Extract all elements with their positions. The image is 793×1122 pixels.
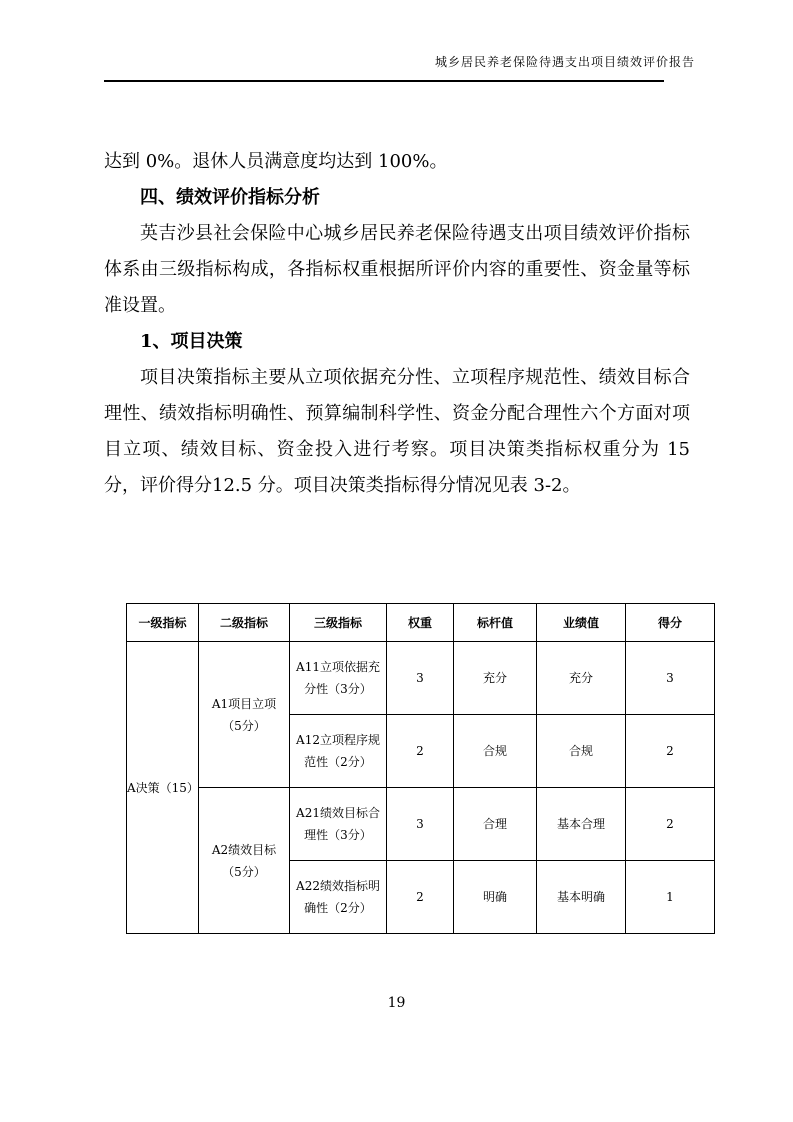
score-cell: 3 [626, 642, 715, 715]
weight-cell: 2 [387, 715, 454, 788]
score-cell: 2 [626, 788, 715, 861]
level2-cell: A2绩效目标（5分） [199, 788, 290, 934]
header-cell-benchmark: 标杆值 [454, 604, 537, 642]
header-cell-performance: 业绩值 [537, 604, 626, 642]
score-cell: 2 [626, 715, 715, 788]
performance-cell: 基本明确 [537, 861, 626, 934]
header-cell-level3: 三级指标 [290, 604, 387, 642]
weight-cell: 2 [387, 861, 454, 934]
section-4-paragraph: 英吉沙县社会保险中心城乡居民养老保险待遇支出项目绩效评价指标体系由三级指标构成，各指标权重根据所评价内容的重要性、资金量等标准设置。 [104, 223, 690, 316]
body-text [104, 144, 690, 504]
level3-cell: A21绩效目标合理性（3分） [290, 788, 387, 861]
table-row [127, 642, 715, 715]
header-rule [104, 80, 664, 82]
section-heading-4: 四、绩效评价指标分析 [140, 187, 320, 208]
header-cell-level1: 一级指标 [127, 604, 199, 642]
score-table [126, 603, 715, 934]
level3-cell: A22绩效指标明确性（2分） [290, 861, 387, 934]
page-number: 19 [387, 995, 406, 1011]
benchmark-cell: 合规 [454, 715, 537, 788]
level3-cell: A11立项依据充分性（3分） [290, 642, 387, 715]
performance-cell: 合规 [537, 715, 626, 788]
performance-cell: 基本合理 [537, 788, 626, 861]
score-cell: 1 [626, 861, 715, 934]
subsection-heading-1: 1、项目决策 [140, 331, 243, 352]
performance-cell: 充分 [537, 642, 626, 715]
header-title: 城乡居民养老保险待遇支出项目绩效评价报告 [434, 55, 695, 69]
benchmark-cell: 合理 [454, 788, 537, 861]
level1-cell: A决策（15） [127, 642, 199, 934]
continuation-paragraph: 达到 0%。退休人员满意度均达到 100%。 [104, 151, 448, 172]
header-cell-weight: 权重 [387, 604, 454, 642]
benchmark-cell: 明确 [454, 861, 537, 934]
benchmark-cell: 充分 [454, 642, 537, 715]
subsection-1-paragraph: 项目决策指标主要从立项依据充分性、立项程序规范性、绩效目标合理性、绩效指标明确性、预算编制科学性、资金分配合理性六个方面对项目立项、绩效目标、资金投入进行考察。项目决策类指标权重分为 15 分，评价得分12.5 分。项目决策类指标得分情况见表 3-2。 [104, 367, 690, 496]
header-cell-score: 得分 [626, 604, 715, 642]
weight-cell: 3 [387, 642, 454, 715]
table-header-row [127, 604, 715, 642]
weight-cell: 3 [387, 788, 454, 861]
level3-cell: A12立项程序规范性（2分） [290, 715, 387, 788]
level2-cell: A1项目立项（5分） [199, 642, 290, 788]
table-row [127, 788, 715, 861]
header-cell-level2: 二级指标 [199, 604, 290, 642]
